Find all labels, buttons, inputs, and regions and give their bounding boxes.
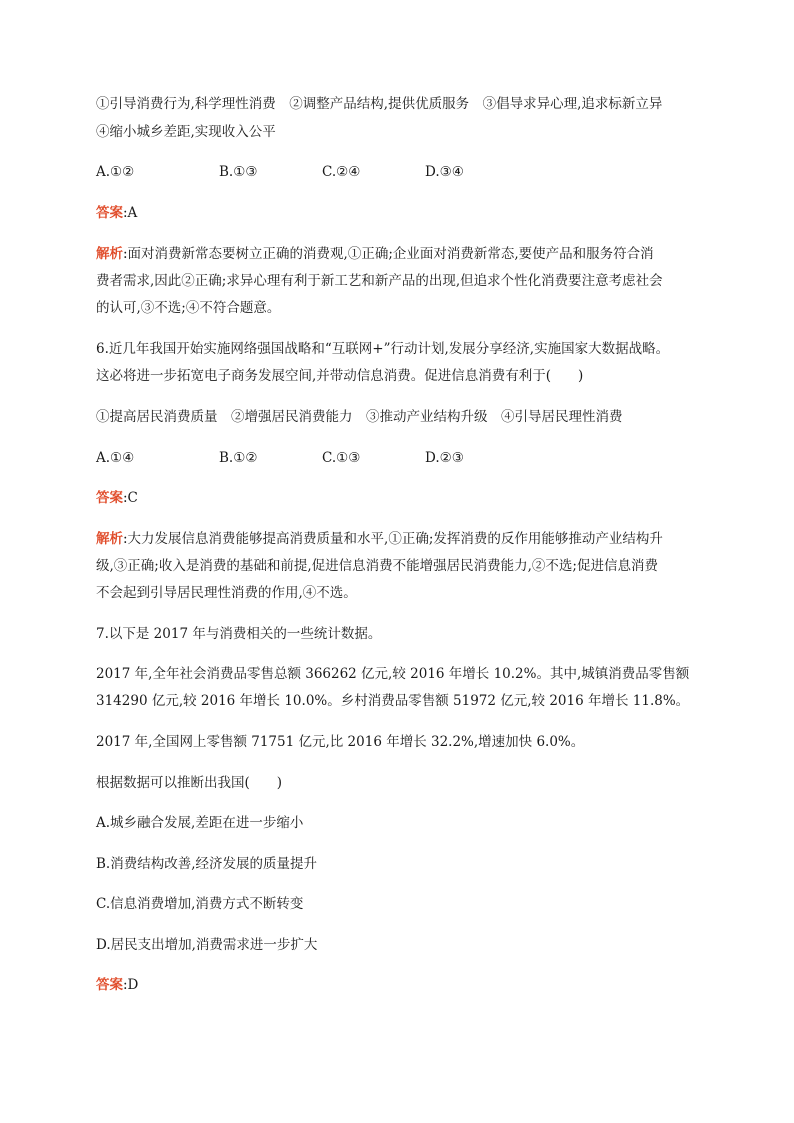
q7-option-c: C.信息消费增加,消费方式不断转变 [96,896,304,912]
analysis-text: :面对消费新常态要树立正确的消费观,①正确;企业面对消费新常态,要使产品和服务符合消 [123,246,654,262]
q5-analysis-line-2: 费者需求,因此②正确;求异心理有利于新工艺和新产品的出现,但追求个性化消费要注意考虑社会 [96,273,663,289]
q6-option-c: C.①③ [322,450,361,466]
answer-label: 答案 [96,490,123,506]
answer-value: :C [123,490,138,506]
q6-analysis-line-3: 不会起到引导居民理性消费的作用,④不选。 [96,585,357,601]
q5-option-d: D.③④ [425,164,464,180]
q7-option-b: B.消费结构改善,经济发展的质量提升 [96,856,318,872]
q6-option-d: D.②③ [425,450,464,466]
q6-option-b: B.①② [219,450,258,466]
q6-analysis-line-2: 级,③正确;收入是消费的基础和前提,促进信息消费不能增强居民消费能力,②不选;促进信息消费 [96,558,658,574]
q7-option-d: D.居民支出增加,消费需求进一步扩大 [96,937,318,953]
answer-label: 答案 [96,977,123,993]
q7-answer [96,979,138,993]
q7-option-a: A.城乡融合发展,差距在进一步缩小 [96,815,304,831]
q7-question: 根据数据可以推断出我国( ) [96,775,283,791]
q6-analysis-line-1 [96,533,663,547]
analysis-label: 解析 [96,531,123,547]
q6-stem-line-1: 6.近几年我国开始实施网络强国战略和“互联网+”行动计划,发展分享经济,实施国家大数据战略。 [96,341,670,357]
q6-statements: ①提高居民消费质量 ②增强居民消费能力 ③推动产业结构升级 ④引导居民理性消费 [96,409,623,425]
q7-data-line-3: 2017 年,全国网上零售额 71751 亿元,比 2016 年增长 32.2%,增速加快 6.0%。 [96,734,585,750]
q6-answer [96,492,138,506]
analysis-label: 解析 [96,246,123,262]
q5-analysis-line-3: 的认可,③不选;④不符合题意。 [96,300,281,316]
q7-data-line-1: 2017 年,全年社会消费品零售总额 366262 亿元,较 2016 年增长 10.2%。其中,城镇消费品零售额 [96,666,690,682]
q6-option-a: A.①④ [96,450,135,466]
q5-statements-line-1: ①引导消费行为,科学理性消费 ②调整产品结构,提供优质服务 ③倡导求异心理,追求标新立异 [96,96,663,112]
analysis-text: :大力发展信息消费能够提高消费质量和水平,①正确;发挥消费的反作用能够推动产业结构升 [123,531,663,547]
answer-label: 答案 [96,205,123,221]
q5-answer [96,207,137,221]
q5-option-c: C.②④ [322,164,361,180]
q6-stem-line-2: 这必将进一步拓宽电子商务发展空间,并带动信息消费。促进信息消费有利于( ) [96,368,584,384]
q7-stem: 7.以下是 2017 年与消费相关的一些统计数据。 [96,626,382,642]
q5-analysis-line-1 [96,248,654,262]
q5-option-a: A.①② [96,164,135,180]
q7-data-line-2: 314290 亿元,较 2016 年增长 10.0%。乡村消费品零售额 51972 亿元,较 2016 年增长 11.8%。 [96,693,690,709]
q5-option-b: B.①③ [219,164,258,180]
answer-value: :D [123,977,139,993]
answer-value: :A [123,205,138,221]
q5-statements-line-2: ④缩小城乡差距,实现收入公平 [96,124,276,140]
